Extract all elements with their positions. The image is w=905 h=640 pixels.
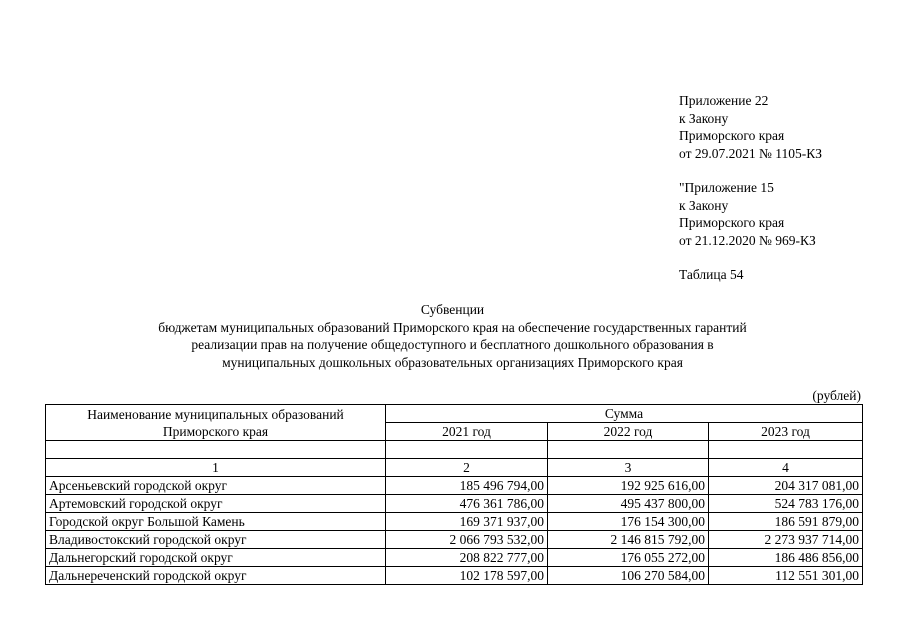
appendix-line: от 21.12.2020 № 969-КЗ <box>679 232 816 248</box>
column-number: 1 <box>46 459 386 477</box>
column-header-sum: Сумма <box>386 405 863 423</box>
amount-2023: 112 551 301,00 <box>709 567 863 585</box>
header-separator <box>46 441 863 459</box>
table-header-row <box>46 405 863 423</box>
budget-table <box>45 404 863 585</box>
amount-2022: 2 146 815 792,00 <box>548 531 709 549</box>
table-row <box>46 477 863 495</box>
spacer <box>679 249 822 266</box>
amount-2022: 192 925 616,00 <box>548 477 709 495</box>
column-number: 4 <box>709 459 863 477</box>
spacer <box>679 162 822 179</box>
column-header-name: Наименование муниципальных образований Приморского края <box>46 405 386 441</box>
column-number: 2 <box>386 459 548 477</box>
appendix-line: от 29.07.2021 № 1105-КЗ <box>679 145 822 161</box>
amount-2022: 176 055 272,00 <box>548 549 709 567</box>
municipality-name: Дальнегорский городской округ <box>46 549 386 567</box>
column-header-2022: 2022 год <box>548 423 709 441</box>
table-row <box>46 531 863 549</box>
table-reference: Таблица 54 <box>679 267 744 282</box>
amount-2023: 186 591 879,00 <box>709 513 863 531</box>
title-line: реализации прав на получение общедоступного и бесплатного дошкольного образования в <box>191 337 714 352</box>
municipality-name: Городской округ Большой Камень <box>46 513 386 531</box>
column-number: 3 <box>548 459 709 477</box>
amount-2022: 495 437 800,00 <box>548 495 709 513</box>
amount-2021: 169 371 937,00 <box>386 513 548 531</box>
table-row <box>46 549 863 567</box>
amount-2023: 2 273 937 714,00 <box>709 531 863 549</box>
municipality-name: Дальнереченский городской округ <box>46 567 386 585</box>
column-header-2021: 2021 год <box>386 423 548 441</box>
appendix-block <box>679 92 822 284</box>
amount-2022: 106 270 584,00 <box>548 567 709 585</box>
column-header-2023: 2023 год <box>709 423 863 441</box>
amount-2021: 476 361 786,00 <box>386 495 548 513</box>
municipality-name: Арсеньевский городской округ <box>46 477 386 495</box>
amount-2021: 2 066 793 532,00 <box>386 531 548 549</box>
unit-label: (рублей) <box>812 388 861 403</box>
appendix-line: к Закону <box>679 110 729 126</box>
amount-2023: 204 317 081,00 <box>709 477 863 495</box>
amount-2023: 186 486 856,00 <box>709 549 863 567</box>
table-row <box>46 567 863 585</box>
amount-2023: 524 783 176,00 <box>709 495 863 513</box>
appendix-line: "Приложение 15 <box>679 180 774 195</box>
amount-2021: 102 178 597,00 <box>386 567 548 585</box>
municipality-name: Артемовский городской округ <box>46 495 386 513</box>
title-heading: Субвенции <box>420 302 485 317</box>
municipality-name: Владивостокский городской округ <box>46 531 386 549</box>
amount-2022: 176 154 300,00 <box>548 513 709 531</box>
appendix-line: Приморского края <box>679 128 785 143</box>
document-title <box>0 301 905 371</box>
appendix-line: Приморского края <box>679 215 785 230</box>
amount-2021: 185 496 794,00 <box>386 477 548 495</box>
table-row <box>46 495 863 513</box>
amount-2021: 208 822 777,00 <box>386 549 548 567</box>
appendix-line: Приложение 22 <box>679 93 769 108</box>
title-line: бюджетам муниципальных образований Приморского края на обеспечение государственных гарантий <box>158 319 747 335</box>
table-row <box>46 513 863 531</box>
title-line: муниципальных дошкольных образовательных организациях Приморского края <box>222 354 683 370</box>
appendix-line: к Закону <box>679 197 729 213</box>
column-number-row <box>46 459 863 477</box>
